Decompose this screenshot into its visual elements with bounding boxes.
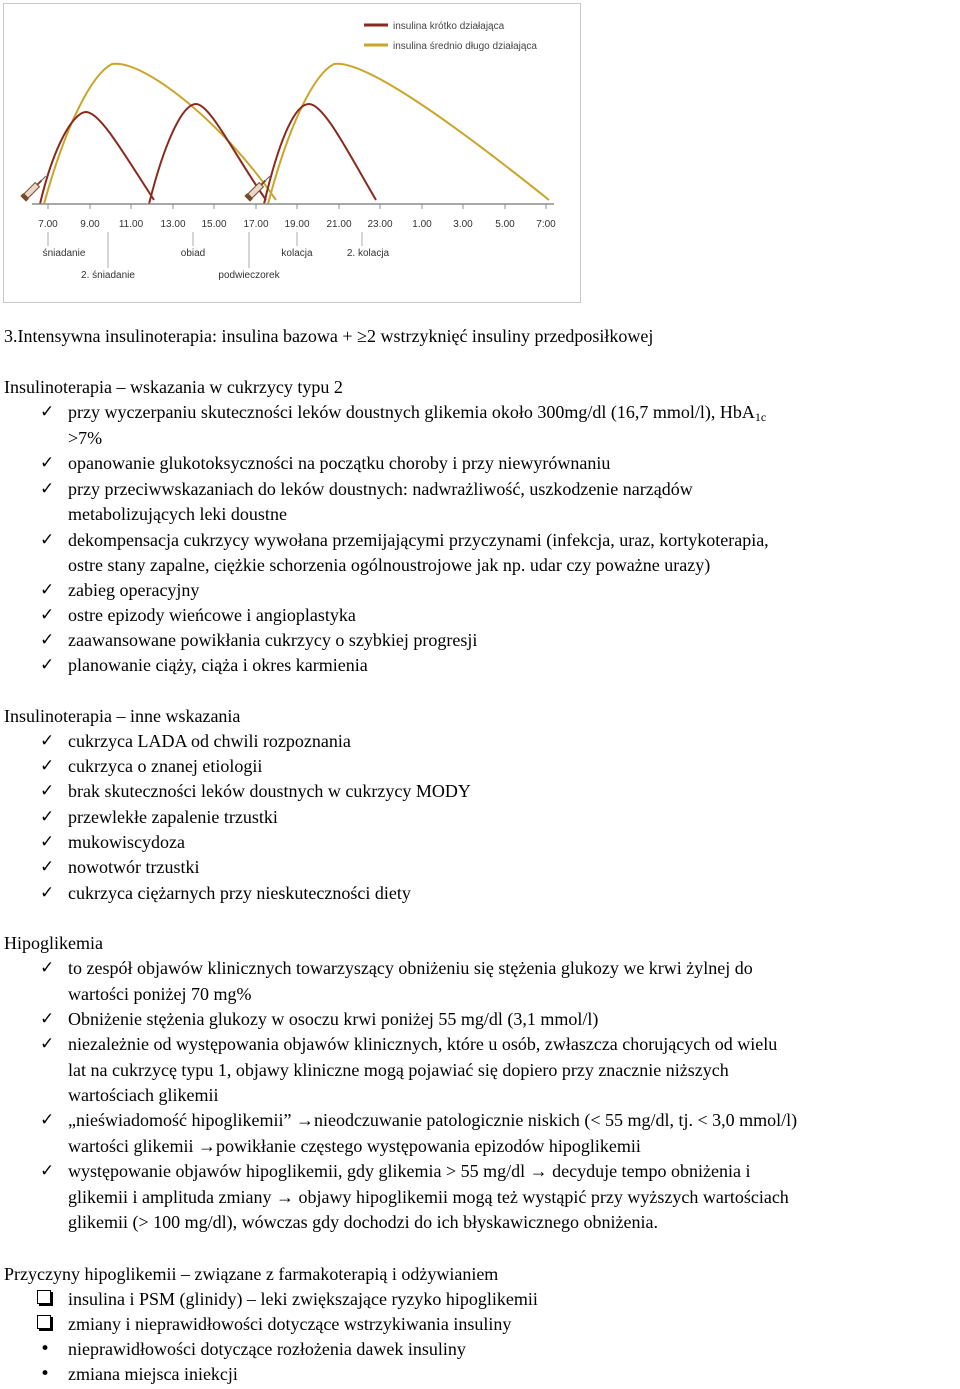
meal-label-second-dinner: 2. kolacja [346, 248, 390, 259]
subscript: 1c [754, 410, 767, 424]
list-item: występowanie objawów hipoglikemii, gdy glikemia > 55 mg/dl → decyduje tempo obniżenia i [68, 1161, 751, 1181]
check-icon: ✓ [40, 453, 55, 473]
check-icon: ✓ [40, 580, 55, 600]
section3-title: Hipoglikemia [4, 933, 103, 953]
check-icon: ✓ [40, 1009, 55, 1029]
list-item-cont: wartości poniżej 70 mg% [68, 984, 252, 1004]
bullet-icon: • [40, 1364, 51, 1384]
time-label: 3.00 [453, 219, 473, 230]
time-label: 23.00 [367, 219, 393, 230]
long-acting-curve-evening [268, 64, 549, 204]
check-icon: ✓ [40, 731, 55, 751]
time-label: 19.00 [284, 219, 310, 230]
time-label: 13.00 [160, 219, 186, 230]
time-label: 5.00 [495, 219, 515, 230]
time-labels [38, 219, 556, 230]
short-acting-curve-dinner [264, 104, 376, 204]
list-item-cont: wartościach glikemii [68, 1085, 219, 1105]
list-item-cont: metabolizujących leki doustne [68, 504, 287, 524]
list-item: ostre epizody wieńcowe i angioplastyka [68, 605, 356, 625]
check-icon: ✓ [40, 655, 55, 675]
time-label: 7:00 [536, 219, 556, 230]
section1-title: Insulinoterapia – wskazania w cukrzycy typu 2 [4, 377, 343, 397]
list-item: zmiana miejsca iniekcji [68, 1364, 238, 1384]
time-label: 21.00 [326, 219, 352, 230]
list-item: mukowiscydoza [68, 832, 185, 852]
insulin-profile-figure [3, 3, 581, 303]
check-icon: ✓ [40, 530, 55, 550]
heading-symbol: ≥ [357, 326, 367, 346]
check-icon: ✓ [40, 605, 55, 625]
check-icon: ✓ [40, 781, 55, 801]
time-label: 17.00 [243, 219, 269, 230]
list-item-cont: >7% [68, 428, 103, 448]
item-text: przy wyczerpaniu skuteczności leków doustnych glikemia około 300mg/dl (16,7 mmol/l), HbA [68, 402, 755, 422]
list-item-cont: wartości glikemii →powikłanie częstego występowania epizodów hipoglikemii [68, 1136, 641, 1156]
list-item: zabieg operacyjny [68, 580, 200, 600]
meal-label-second-breakfast: 2. śniadanie [81, 270, 135, 281]
legend-label-short: insulina krótko działająca [393, 21, 505, 32]
check-icon: ✓ [40, 958, 55, 978]
check-icon: ✓ [40, 479, 55, 499]
list-item-cont: ostre stany zapalne, ciężkie schorzenia ogólnoustrojowe jak np. udar czy poważne urazy) [68, 555, 711, 575]
list-item: opanowanie glukotoksyczności na początku choroby i przy niewyrównaniu [68, 453, 611, 473]
check-icon: ✓ [40, 832, 55, 852]
check-icon: ✓ [40, 807, 55, 827]
list-item: zaawansowane powikłania cukrzycy o szybkiej progresji [68, 630, 478, 650]
checkbox-icon [37, 1287, 51, 1312]
list-item: przy przeciwwskazaniach do leków doustnych: nadwrażliwość, uszkodzenie narządów [68, 479, 693, 499]
list-item: brak skuteczności leków doustnych w cukrzycy MODY [68, 781, 471, 801]
legend-label-long: insulina średnio długo działająca [393, 41, 537, 52]
list-item: dekompensacja cukrzycy wywołana przemijającymi przyczynami (infekcja, uraz, kortykoterapia, [68, 530, 769, 550]
check-icon: ✓ [40, 630, 55, 650]
list-item: zmiany i nieprawidłowości dotyczące wstrzykiwania insuliny [68, 1314, 512, 1334]
list-item: insulina i PSM (glinidy) – leki zwiększające ryzyko hipoglikemii [68, 1289, 538, 1309]
check-icon: ✓ [40, 1110, 55, 1130]
time-label: 9.00 [80, 219, 100, 230]
check-icon: ✓ [40, 883, 55, 903]
list-item: planowanie ciąży, ciąża i okres karmienia [68, 655, 368, 675]
checkbox-icon [37, 1312, 51, 1337]
meal-label-lunch: obiad [180, 248, 206, 259]
heading-text-end: 2 wstrzyknięć insuliny przedposiłkowej [366, 326, 654, 346]
check-icon: ✓ [40, 756, 55, 776]
heading-text: 3.Intensywna insulinoterapia: insulina bazowa + [4, 326, 358, 346]
list-item-cont: glikemii i amplituda zmiany → objawy hipoglikemii mogą też wystąpić przy wyższych wartościach [68, 1187, 789, 1207]
section4-title: Przyczyny hipoglikemii – związane z farmakoterapią i odżywianiem [4, 1264, 499, 1284]
list-item: cukrzyca ciężarnych przy nieskuteczności diety [68, 883, 411, 903]
list-item: przewlekłe zapalenie trzustki [68, 807, 278, 827]
list-item [68, 400, 766, 430]
list-item: „nieświadomość hipoglikemii” →nieodczuwanie patologicznie niskich (< 55 mg/dl, tj. < 3,0 mmol/l) [68, 1110, 798, 1130]
list-item-cont: lat na cukrzycę typu 1, objawy kliniczne mogą pojawiać się dopiero przy znacznie niższych [68, 1060, 729, 1080]
list-item: cukrzyca o znanej etiologii [68, 756, 263, 776]
check-icon: ✓ [40, 1161, 55, 1181]
bullet-icon: • [40, 1339, 51, 1359]
time-label: 15.00 [201, 219, 227, 230]
long-acting-curve-morning [44, 64, 276, 204]
meal-label-dinner: kolacja [281, 248, 313, 259]
meal-labels [43, 232, 390, 281]
check-icon: ✓ [40, 857, 55, 877]
list-item: nowotwór trzustki [68, 857, 200, 877]
time-label: 1.00 [412, 219, 432, 230]
check-icon: ✓ [40, 1034, 55, 1054]
section2-title: Insulinoterapia – inne wskazania [4, 706, 241, 726]
time-label: 7.00 [38, 219, 58, 230]
list-item: nieprawidłowości dotyczące rozłożenia dawek insuliny [68, 1339, 466, 1359]
list-item: cukrzyca LADA od chwili rozpoznania [68, 731, 351, 751]
check-icon: ✓ [40, 402, 55, 422]
section-heading [4, 324, 653, 349]
insulin-profile-graphic [4, 4, 580, 302]
list-item: to zespół objawów klinicznych towarzyszący obniżeniu się stężenia glukozy we krwi żylnej do [68, 958, 753, 978]
list-item: niezależnie od występowania objawów klinicznych, które u osób, zwłaszcza chorujących od wielu [68, 1034, 778, 1054]
list-item: Obniżenie stężenia glukozy w osoczu krwi poniżej 55 mg/dl (3,1 mmol/l) [68, 1009, 599, 1029]
legend [364, 21, 537, 52]
list-item-cont: glikemii (> 100 mg/dl), wówczas gdy dochodzi do ich błyskawicznego obniżenia. [68, 1212, 659, 1232]
time-label: 11.00 [118, 219, 144, 230]
meal-label-afternoon-snack: podwieczorek [218, 270, 280, 281]
meal-label-breakfast: śniadanie [42, 248, 86, 259]
